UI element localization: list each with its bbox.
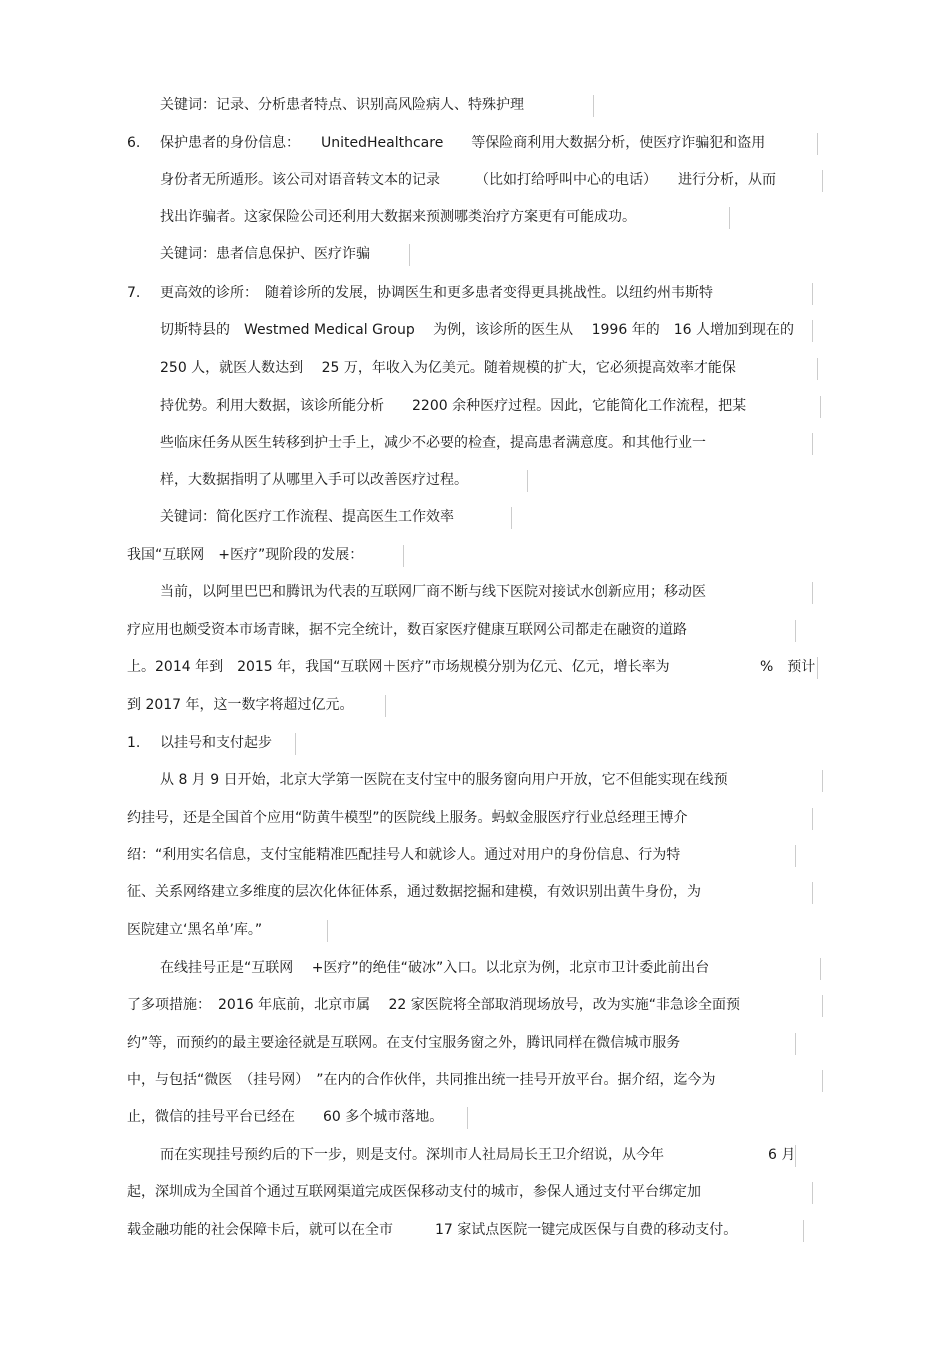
- margin-rule: [812, 882, 813, 904]
- margin-rule: [817, 358, 818, 380]
- section7-line3: 250 人，就医人数达到 25 万，年收入为亿美元。随着规模的扩大，它必须提高效率才能保: [160, 360, 736, 376]
- margin-rule: [729, 207, 730, 229]
- sub1-p2-line4: 中，与包括“微医 （挂号网） ”在内的合作伙伴，共同推出统一挂号开放平台。据介绍，迄今为: [127, 1072, 716, 1088]
- margin-rule: [822, 1070, 823, 1092]
- margin-rule: [812, 1182, 813, 1204]
- sub1-title: 以挂号和支付起步: [160, 735, 272, 751]
- margin-rule: [820, 396, 821, 418]
- sub1-p1-line4: 征、关系网络建立多维度的层次化体征体系，通过数据挖掘和建模，有效识别出黄牛身份，为: [127, 884, 701, 900]
- margin-rule: [409, 244, 410, 266]
- sub1-p1-line2: 约挂号，还是全国首个应用“防黄牛模型”的医院线上服务。蚂蚁金服医疗行业总经理王博介: [127, 810, 688, 826]
- margin-rule: [795, 620, 796, 642]
- sub1-p3-line1: 而在实现挂号预约后的下一步，则是支付。深圳市人社局局长王卫介绍说，从今年: [160, 1147, 664, 1163]
- sub1-p2-line5: 止，微信的挂号平台已经在 60 多个城市落地。: [127, 1109, 444, 1125]
- margin-rule: [593, 95, 594, 117]
- margin-rule: [822, 170, 823, 192]
- item-number-7: 7.: [127, 285, 141, 301]
- margin-rule: [295, 733, 296, 755]
- intro-line4: 到 2017 年，这一数字将超过亿元。: [127, 697, 354, 713]
- margin-rule: [822, 770, 823, 792]
- margin-rule: [812, 433, 813, 455]
- section7-line1: 更高效的诊所： 随着诊所的发展，协调医生和更多患者变得更具挑战性。以纽约州韦斯特: [160, 285, 713, 301]
- section6-keywords: 关键词：患者信息保护、医疗诈骗: [160, 246, 370, 262]
- sub1-p2-line2: 了多项措施： 2016 年底前，北京市属 22 家医院将全部取消现场放号，改为实施“非急诊全面预: [127, 997, 741, 1013]
- section7-line5: 些临床任务从医生转移到护士手上，减少不必要的检查，提高患者满意度。和其他行业一: [160, 435, 706, 451]
- intro-line1: 当前，以阿里巴巴和腾讯为代表的互联网厂商不断与线下医院对接试水创新应用；移动医: [160, 584, 706, 600]
- intro-line2: 疗应用也颇受资本市场青睐，据不完全统计，数百家医疗健康互联网公司都走在融资的道路: [127, 622, 687, 638]
- margin-rule: [795, 845, 796, 867]
- sub1-p2-line3: 约”等，而预约的最主要途径就是互联网。在支付宝服务窗之外，腾讯同样在微信城市服务: [127, 1035, 681, 1051]
- sub1-p1-line5: 医院建立‘黑名单’库。”: [127, 922, 263, 938]
- section6-line2: 身份者无所遁形。该公司对语音转文本的记录 （比如打给呼叫中心的电话） 进行分析，从而: [160, 172, 776, 188]
- margin-rule: [803, 1220, 804, 1242]
- margin-rule: [327, 920, 328, 942]
- margin-rule: [817, 657, 818, 679]
- margin-rule: [812, 582, 813, 604]
- margin-rule: [795, 1145, 796, 1167]
- margin-rule: [812, 283, 813, 305]
- margin-rule: [511, 507, 512, 529]
- sub1-p3-line3: 载金融功能的社会保障卡后，就可以在全市 17 家试点医院一键完成医保与自费的移动支付。: [127, 1222, 738, 1238]
- section7-line6: 样，大数据指明了从哪里入手可以改善医疗过程。: [160, 472, 468, 488]
- section6-line1: 保护患者的身份信息： UnitedHealthcare 等保险商利用大数据分析，使医疗诈骗犯和盗用: [160, 135, 766, 151]
- margin-rule: [385, 695, 386, 717]
- sub1-p1-line3: 绍：“利用实名信息，支付宝能精准匹配挂号人和就诊人。通过对用户的身份信息、行为特: [127, 847, 681, 863]
- section7-keywords: 关键词：简化医疗工作流程、提高医生工作效率: [160, 509, 454, 525]
- margin-rule: [403, 545, 404, 567]
- margin-rule: [820, 958, 821, 980]
- sub1-p2-line1: 在线挂号正是“互联网 +医疗”的绝佳“破冰”入口。以北京为例，北京市卫计委此前出台: [160, 960, 710, 976]
- section6-line3: 找出诈骗者。这家保险公司还利用大数据来预测哪类治疗方案更有可能成功。: [160, 209, 636, 225]
- section7-line4: 持优势。利用大数据，该诊所能分析 2200 余种医疗过程。因此，它能简化工作流程，把某: [160, 398, 747, 414]
- item-number-6: 6.: [127, 135, 141, 151]
- section-heading: 我国“互联网 +医疗”现阶段的发展：: [127, 547, 364, 563]
- margin-rule: [467, 1107, 468, 1129]
- intro-line3: 上。2014 年到 2015 年，我国“互联网＋医疗”市场规模分别为亿元、亿元，增长率为: [127, 659, 670, 675]
- margin-rule: [812, 808, 813, 830]
- intro-line3-tail: % 预计: [760, 659, 816, 675]
- margin-rule: [812, 320, 813, 342]
- margin-rule: [795, 1033, 796, 1055]
- sub-number-1: 1.: [127, 735, 141, 751]
- sub1-p3-line2: 起，深圳成为全国首个通过互联网渠道完成医保移动支付的城市，参保人通过支付平台绑定加: [127, 1184, 701, 1200]
- keywords-section5: 关键词：记录、分析患者特点、识别高风险病人、特殊护理: [160, 97, 524, 113]
- margin-rule: [527, 470, 528, 492]
- section7-line2: 切斯特县的 Westmed Medical Group 为例，该诊所的医生从 1996 年的 16 人增加到现在的: [160, 322, 794, 338]
- sub1-p1-line1: 从 8 月 9 日开始，北京大学第一医院在支付宝中的服务窗向用户开放，它不但能实现在线预: [160, 772, 728, 788]
- margin-rule: [822, 995, 823, 1017]
- sub1-p3-line1-tail: 6 月: [768, 1147, 796, 1163]
- margin-rule: [817, 133, 818, 155]
